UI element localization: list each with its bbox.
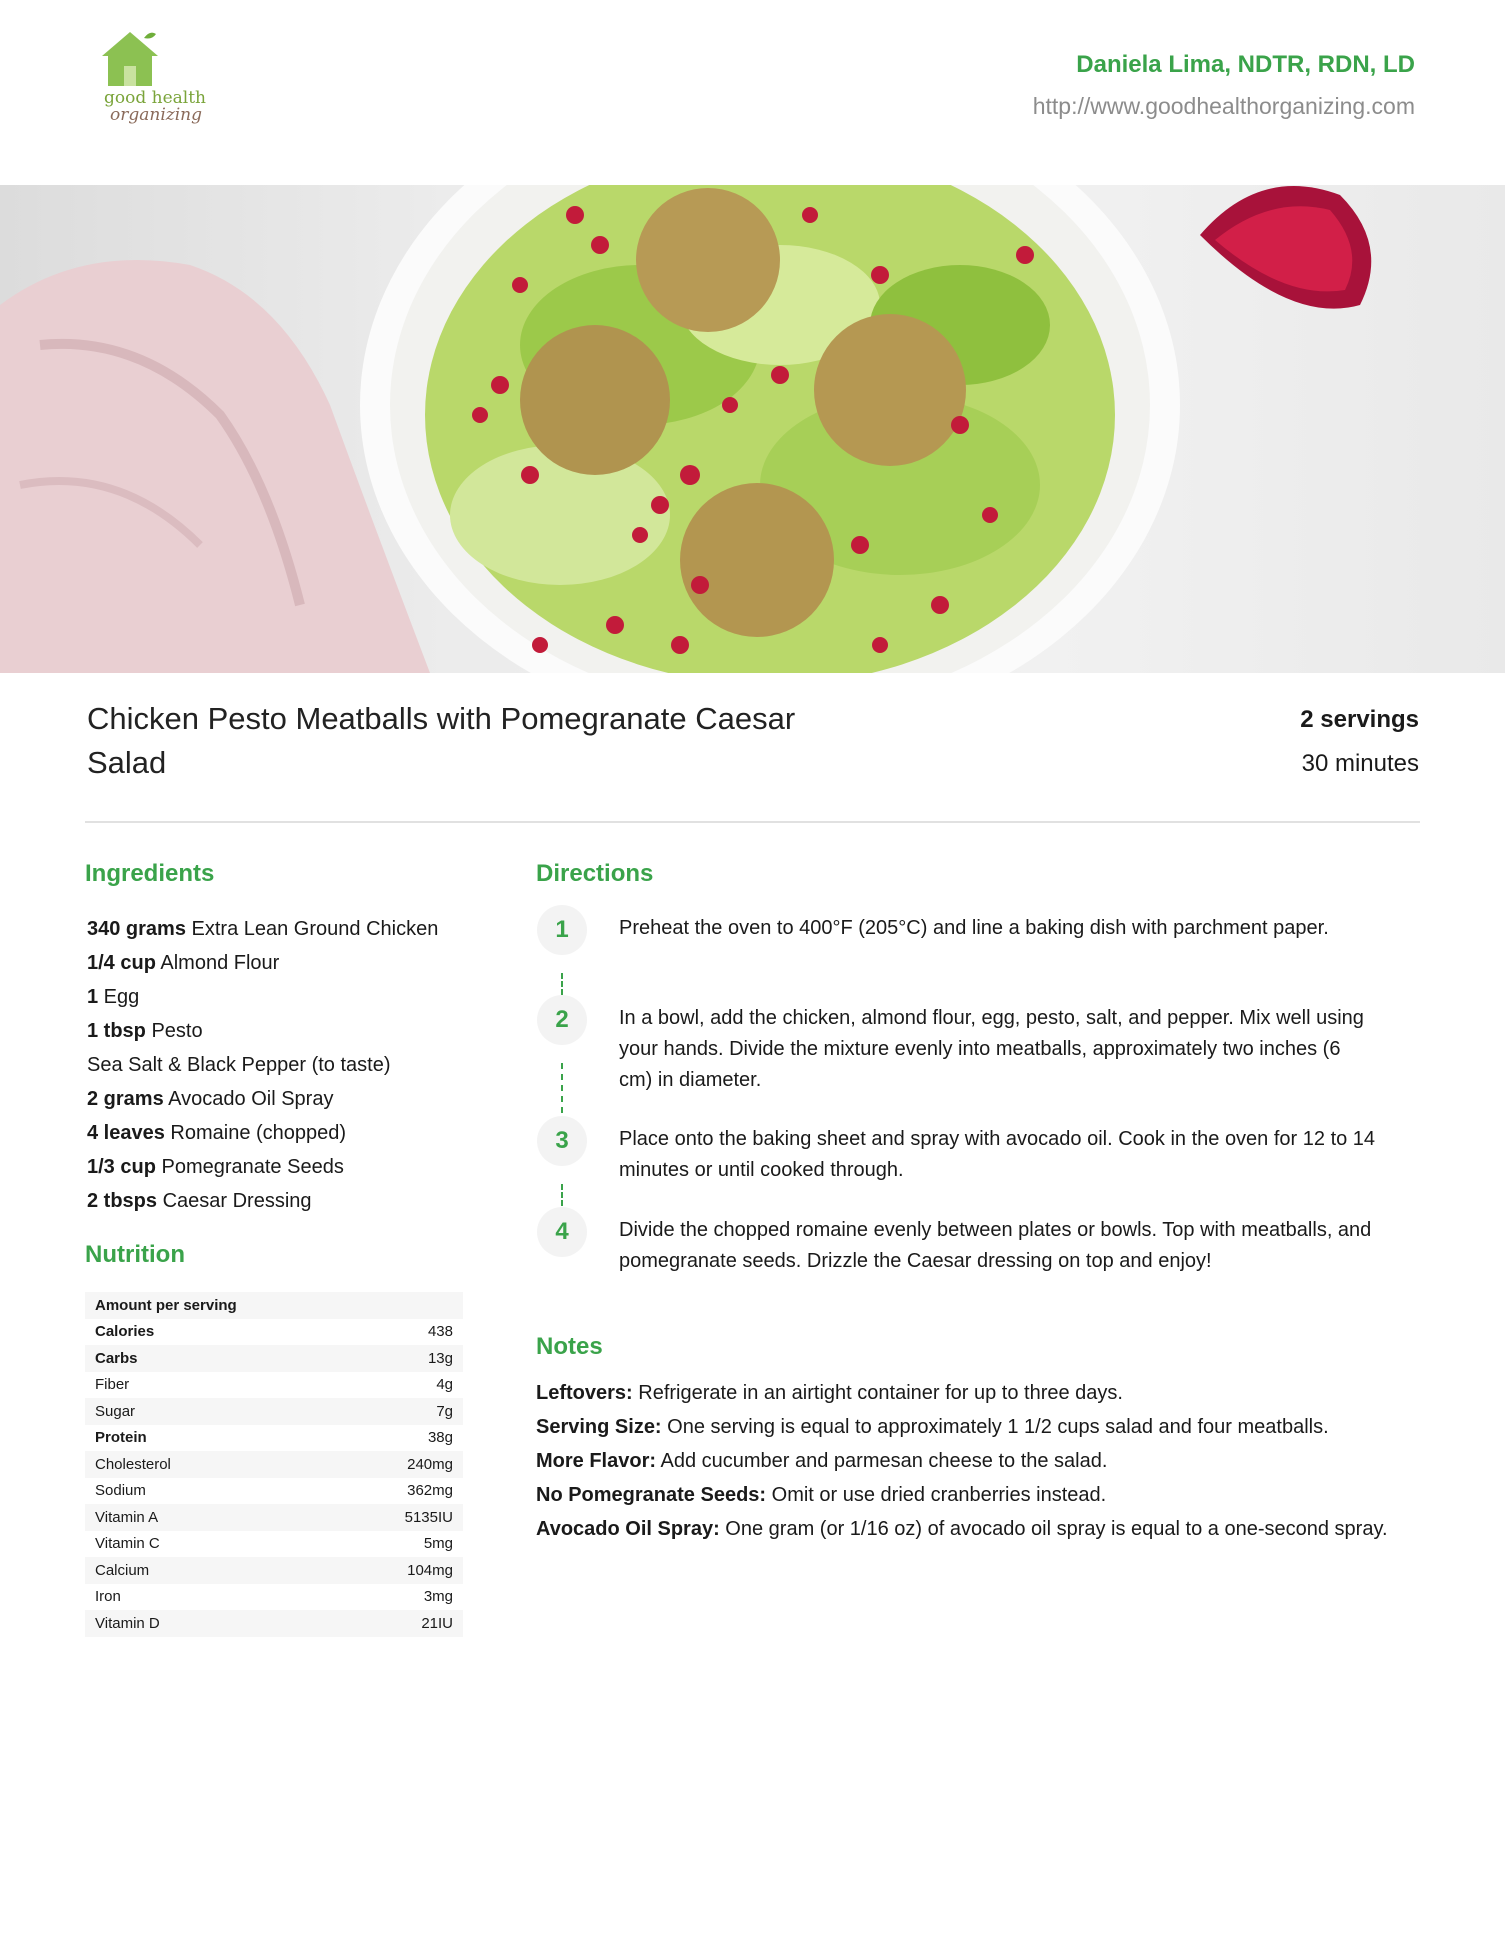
- nutrient-value: 21IU: [306, 1610, 463, 1637]
- step-number: 4: [537, 1207, 587, 1257]
- step-text: Place onto the baking sheet and spray with avocado oil. Cook in the oven for 12 to 14 minutes or until cooked through.: [619, 1128, 1376, 1181]
- nutrient-value: 240mg: [306, 1451, 463, 1478]
- nutrient-label: Protein: [95, 1429, 147, 1447]
- ingredient-item: [87, 1014, 487, 1048]
- nutrient-label: Calories: [95, 1323, 155, 1341]
- salad-bowl-illustration: [0, 185, 1505, 673]
- nutrient-label: Cholesterol: [85, 1451, 306, 1478]
- ingredient-name: Sea Salt & Black Pepper (to taste): [87, 1054, 391, 1076]
- table-row: [85, 1425, 463, 1452]
- ingredients-heading: Ingredients: [85, 860, 215, 887]
- table-row: [85, 1557, 463, 1584]
- nutrient-label: Iron: [95, 1588, 121, 1606]
- ingredient-list: [87, 912, 487, 1218]
- note-item: [536, 1480, 1396, 1511]
- table-row: [85, 1584, 463, 1611]
- nutrient-value: 13g: [306, 1345, 463, 1372]
- author-name: Daniela Lima, NDTR, RDN, LD: [1076, 51, 1415, 78]
- table-row: [85, 1345, 463, 1372]
- step-connector: [561, 1184, 563, 1206]
- ingredient-item: [87, 1048, 487, 1082]
- step-text: In a bowl, add the chicken, almond flour, egg, pesto, salt, and pepper. Mix well using your hands. Divide the mixture evenly into meatballs, approximately two inches (6 cm) in diameter.: [619, 1007, 1364, 1091]
- note-item: [536, 1378, 1396, 1409]
- nutrient-value: 7g: [306, 1398, 463, 1425]
- directions-heading: Directions: [536, 860, 654, 887]
- note-text: One gram (or 1/16 oz) of avocado oil spray is equal to a one-second spray.: [719, 1518, 1388, 1540]
- nutrient-label: Sodium: [95, 1482, 146, 1500]
- nutrient-value: 438: [427, 1323, 453, 1341]
- step-text: Divide the chopped romaine evenly between plates or bowls. Top with meatballs, and pomegranate seeds. Drizzle the Caesar dressing on top and enjoy!: [619, 1219, 1372, 1272]
- ingredient-name: Caesar Dressing: [157, 1190, 312, 1212]
- nutrient-value: 362mg: [407, 1482, 453, 1500]
- servings: 2 servings: [1300, 706, 1419, 733]
- table-row: [85, 1292, 463, 1319]
- table-row: [85, 1478, 463, 1505]
- nutrition-heading: Nutrition: [85, 1241, 185, 1268]
- nutrient-value: 3mg: [423, 1588, 453, 1606]
- notes-list: [536, 1378, 1396, 1545]
- step-number: 1: [537, 905, 587, 955]
- brand-logo: [88, 28, 218, 143]
- step-number: 2: [537, 995, 587, 1045]
- note-label: Serving Size:: [536, 1416, 662, 1438]
- logo-text-line1: good health: [104, 88, 206, 108]
- cook-time: 30 minutes: [1301, 750, 1419, 777]
- ingredient-qty: 2 tbsps: [87, 1190, 158, 1212]
- recipe-title: Chicken Pesto Meatballs with Pomegranate Caesar Salad: [87, 701, 796, 780]
- note-item: [536, 1412, 1396, 1443]
- ingredient-name: Romaine (chopped): [164, 1122, 347, 1144]
- ingredient-name: Pomegranate Seeds: [155, 1156, 344, 1178]
- table-row: [85, 1531, 463, 1558]
- step-connector: [561, 973, 563, 995]
- ingredient-item: [87, 1184, 487, 1218]
- note-label: Leftovers:: [536, 1382, 633, 1404]
- note-item: [536, 1514, 1396, 1545]
- ingredient-qty: 4 leaves: [87, 1122, 165, 1144]
- ingredient-item: [87, 912, 487, 946]
- table-row: [85, 1372, 463, 1399]
- ingredient-name: Egg: [98, 986, 140, 1008]
- step-text: Preheat the oven to 400°F (205°C) and line a baking dish with parchment paper.: [619, 917, 1329, 939]
- ingredient-qty: 1/4 cup: [87, 952, 156, 974]
- divider: [85, 821, 1420, 823]
- table-row: [85, 1319, 463, 1346]
- nutrition-table: [85, 1292, 463, 1637]
- nutrient-label: Calcium: [85, 1557, 306, 1584]
- ingredient-qty: 1 tbsp: [87, 1020, 146, 1042]
- ingredient-item: [87, 980, 487, 1014]
- nutrient-value: 38g: [427, 1429, 453, 1447]
- recipe-photo: [0, 185, 1505, 673]
- notes-heading: Notes: [536, 1333, 603, 1360]
- note-text: Omit or use dried cranberries instead.: [766, 1484, 1107, 1506]
- nutrient-label: Vitamin C: [95, 1535, 160, 1553]
- table-row: [85, 1504, 463, 1531]
- ingredient-item: [87, 1116, 487, 1150]
- note-label: More Flavor:: [536, 1450, 657, 1472]
- ingredient-name: Pesto: [145, 1020, 203, 1042]
- note-text: Add cucumber and parmesan cheese to the salad.: [656, 1450, 1108, 1472]
- note-item: [536, 1446, 1396, 1477]
- ingredient-qty: 340 grams: [87, 918, 186, 940]
- nutrient-value: 104mg: [306, 1557, 463, 1584]
- ingredient-name: Avocado Oil Spray: [163, 1088, 334, 1110]
- table-row: [85, 1398, 463, 1425]
- ingredient-item: [87, 1150, 487, 1184]
- ingredient-name: Extra Lean Ground Chicken: [185, 918, 439, 940]
- nutrient-label: Fiber: [95, 1376, 130, 1394]
- ingredient-qty: 1: [87, 986, 99, 1008]
- step-number: 3: [537, 1116, 587, 1166]
- nutrient-label: Carbs: [85, 1345, 306, 1372]
- nutrient-label: Vitamin A: [85, 1504, 306, 1531]
- nutrient-value: 4g: [436, 1376, 453, 1394]
- note-text: Refrigerate in an airtight container for up to three days.: [632, 1382, 1123, 1404]
- ingredient-item: [87, 1082, 487, 1116]
- ingredient-qty: 1/3 cup: [87, 1156, 156, 1178]
- table-row: [85, 1610, 463, 1637]
- nutrient-label: Vitamin D: [85, 1610, 306, 1637]
- note-label: No Pomegranate Seeds:: [536, 1484, 767, 1506]
- step-connector: [561, 1063, 563, 1113]
- ingredient-name: Almond Flour: [155, 952, 280, 974]
- logo-text-line2: organizing: [110, 105, 202, 125]
- nutrient-value: 5mg: [423, 1535, 453, 1553]
- nutrient-value: 5135IU: [306, 1504, 463, 1531]
- note-label: Avocado Oil Spray:: [536, 1518, 720, 1540]
- website-link[interactable]: http://www.goodhealthorganizing.com: [1032, 93, 1415, 119]
- ingredient-item: [87, 946, 487, 980]
- ingredient-qty: 2 grams: [87, 1088, 164, 1110]
- note-text: One serving is equal to approximately 1 1/2 cups salad and four meatballs.: [661, 1416, 1329, 1438]
- table-row: [85, 1451, 463, 1478]
- nutrient-label: Sugar: [85, 1398, 306, 1425]
- nutrition-header-label: Amount per serving: [85, 1292, 463, 1319]
